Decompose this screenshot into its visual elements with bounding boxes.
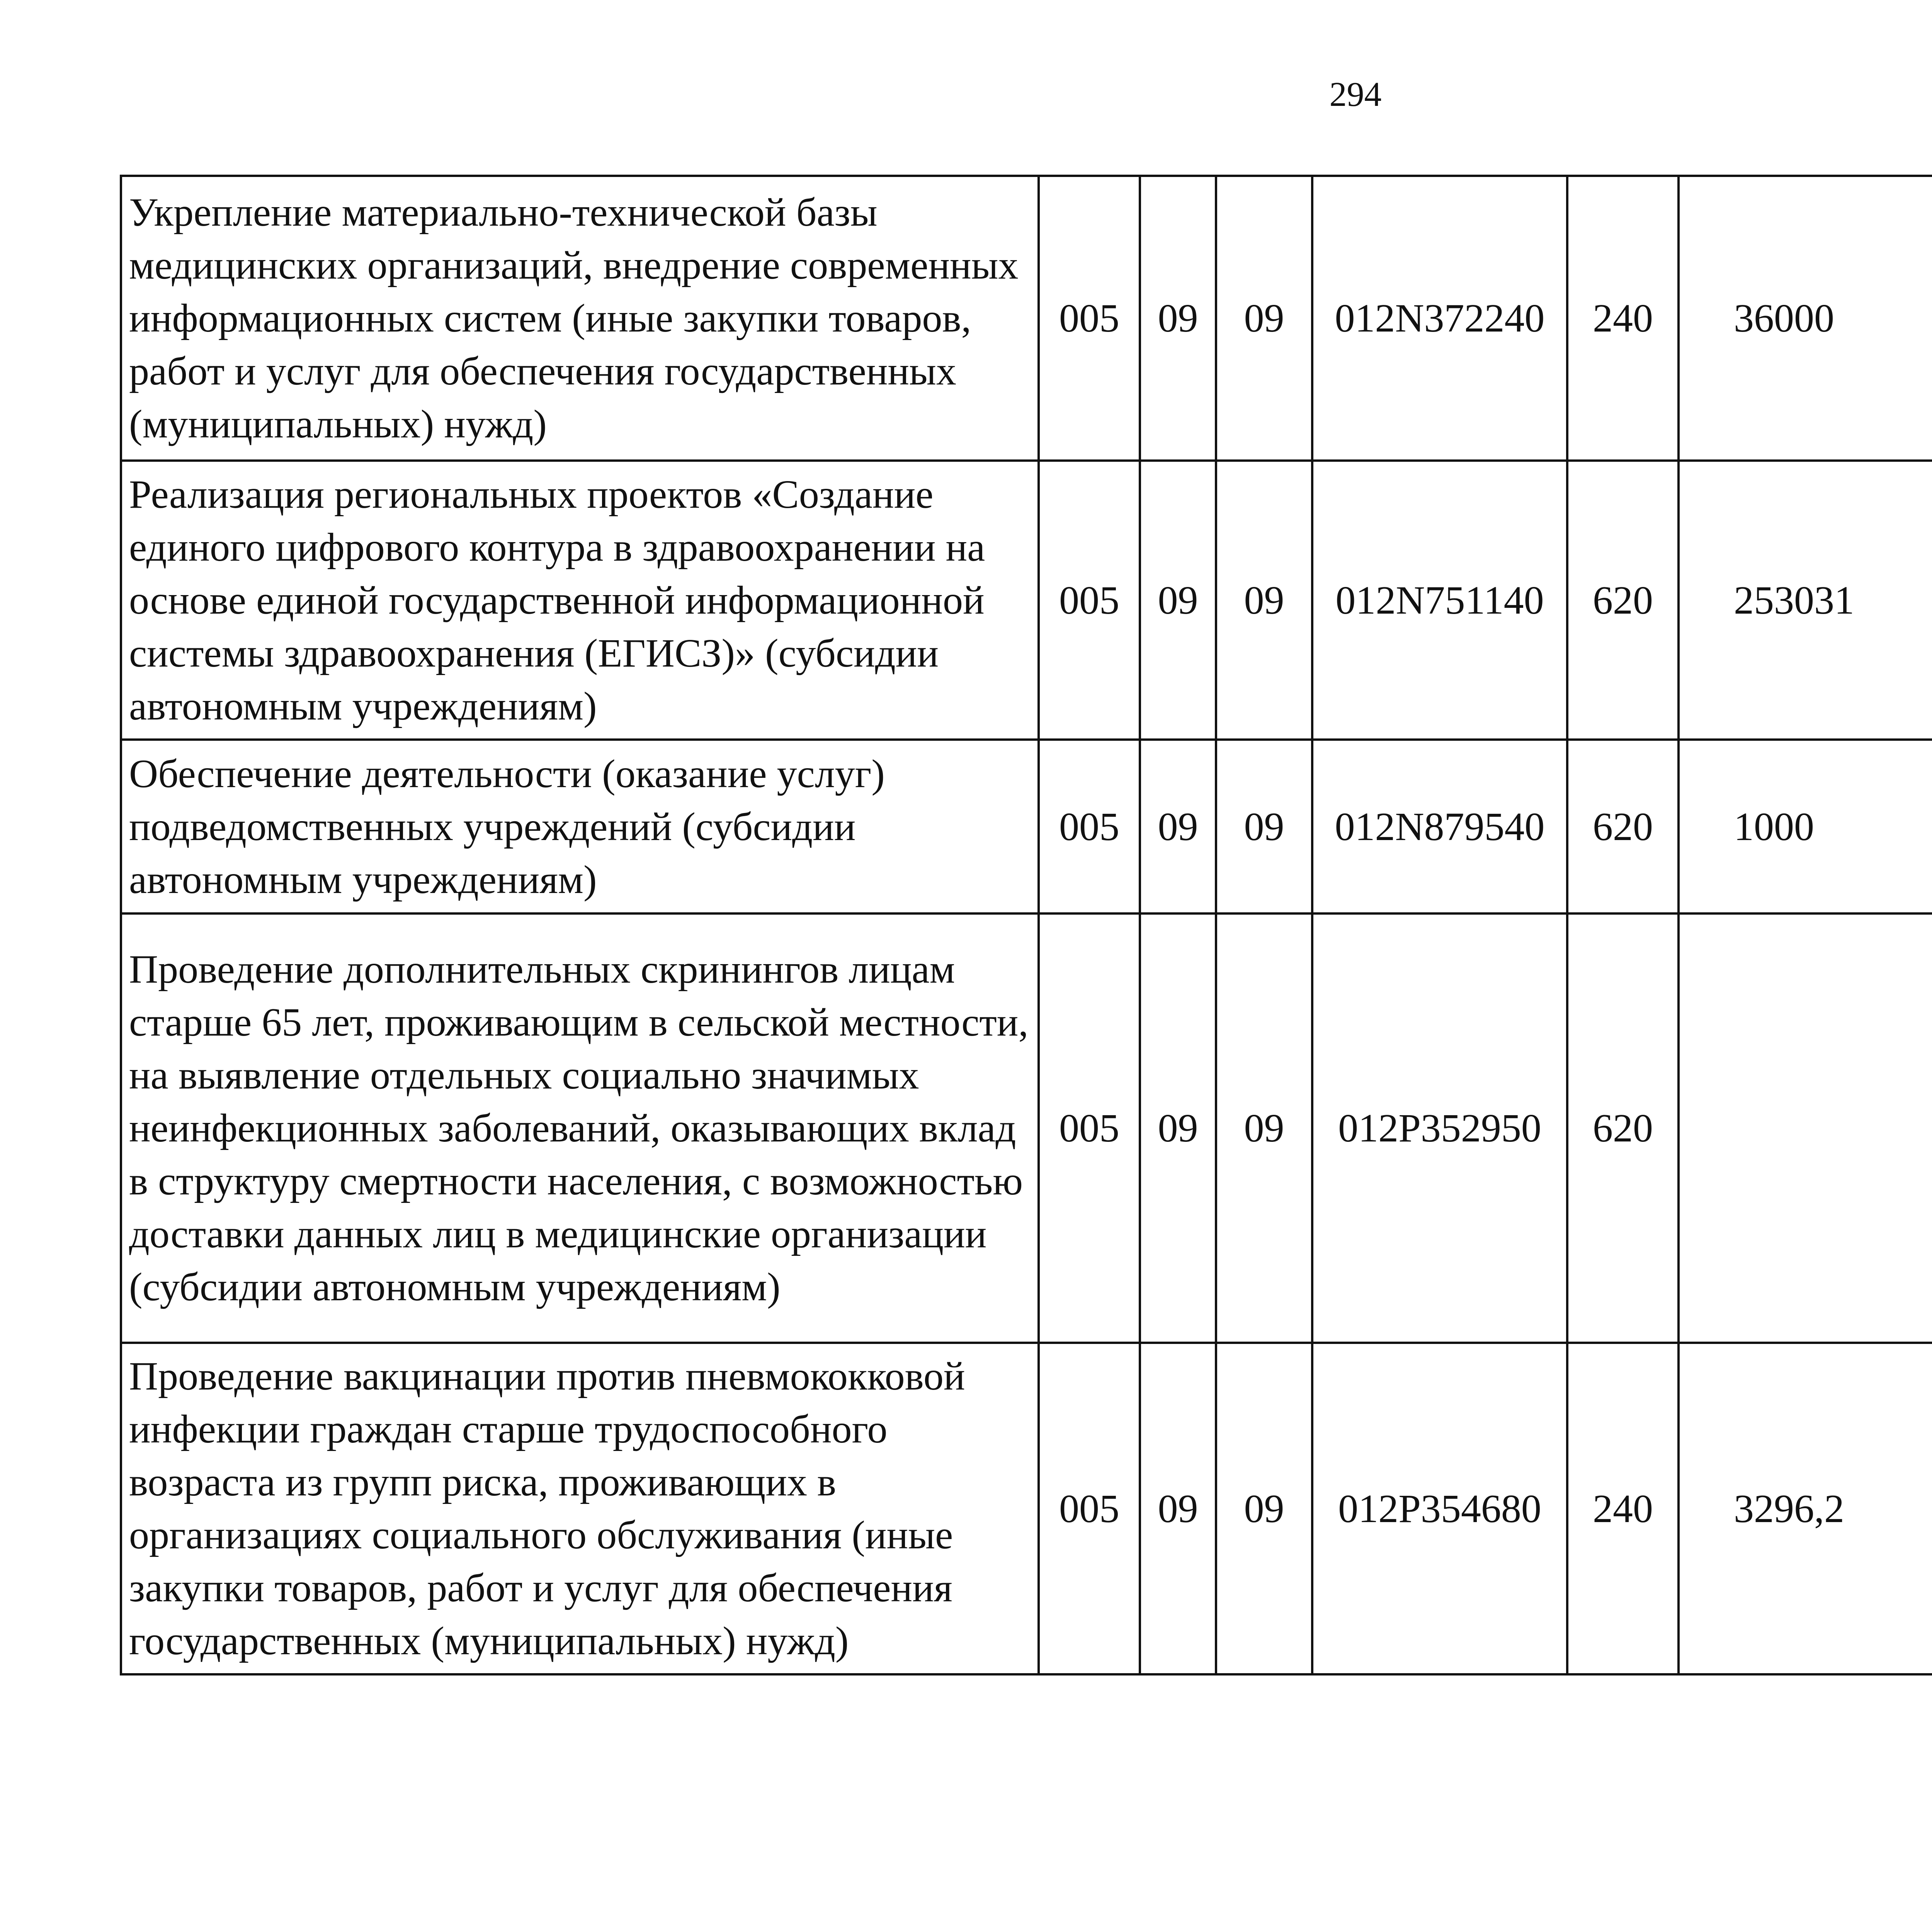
target-article-code: 012N372240 (1312, 176, 1567, 461)
section-code: 09 (1140, 1343, 1216, 1674)
subsection-code: 09 (1216, 461, 1312, 740)
subsection-code: 09 (1216, 1343, 1312, 1674)
table-row (121, 1343, 1932, 1674)
row-description: Проведение дополнительных скринингов лицам старше 65 лет, проживающим в сельской местности, на выявление отдельных социально значимых неинфекционных заболеваний, оказывающих вклад в структуру смертности населения, с возможностью доставки данных лиц в медицинские организации (субсидии автономным учреждениям) (121, 913, 1039, 1343)
table-row (121, 176, 1932, 461)
subsection-code: 09 (1216, 740, 1312, 913)
amount-year-1: 36000 (1734, 296, 1834, 340)
expense-type-code: 620 (1567, 740, 1679, 913)
subsection-code: 09 (1216, 176, 1312, 461)
ministry-code: 005 (1039, 1343, 1140, 1674)
page-number: 294 (1329, 75, 1382, 114)
expense-type-code: 240 (1567, 176, 1679, 461)
row-description: Проведение вакцинации против пневмококковой инфекции граждан старше трудоспособного возраста из групп риска, проживающих в организациях социального обслуживания (иные закупки товаров, работ и услуг для обеспечения государственных (муниципальных) нужд) (121, 1343, 1039, 1674)
target-article-code: 012N751140 (1312, 461, 1567, 740)
amount-year-1: 1000 (1734, 804, 1814, 849)
row-description: Реализация региональных проектов «Создание единого цифрового контура в здравоохранении на основе единой государственной информационной системы здравоохранения (ЕГИСЗ)» (субсидии автономным учреждениям) (121, 461, 1039, 740)
amount-year-1: 253031 (1734, 578, 1854, 623)
amount-year-1-cell (1679, 1343, 1932, 1674)
row-description: Укрепление материально-технической базы медицинских организаций, внедрение современных информационных систем (иные закупки товаров, работ и услуг для обеспечения государственных (муниципальных) нужд) (121, 176, 1039, 461)
expense-type-code: 240 (1567, 1343, 1679, 1674)
section-code: 09 (1140, 913, 1216, 1343)
table-row (121, 461, 1932, 740)
ministry-code: 005 (1039, 461, 1140, 740)
budget-table (120, 175, 1932, 1675)
table-row (121, 740, 1932, 913)
target-article-code: 012N879540 (1312, 740, 1567, 913)
ministry-code: 005 (1039, 740, 1140, 913)
target-article-code: 012P352950 (1312, 913, 1567, 1343)
amount-year-1-cell (1679, 740, 1932, 913)
subsection-code: 09 (1216, 913, 1312, 1343)
section-code: 09 (1140, 740, 1216, 913)
row-description: Обеспечение деятельности (оказание услуг) подведомственных учреждений (субсидии автономным учреждениям) (121, 740, 1039, 913)
section-code: 09 (1140, 176, 1216, 461)
amount-year-1-cell (1679, 913, 1932, 1343)
ministry-code: 005 (1039, 913, 1140, 1343)
amount-year-1: 3296,2 (1734, 1486, 1844, 1531)
amount-year-1-cell (1679, 176, 1932, 461)
table-row (121, 913, 1932, 1343)
section-code: 09 (1140, 461, 1216, 740)
expense-type-code: 620 (1567, 461, 1679, 740)
ministry-code: 005 (1039, 176, 1140, 461)
amount-year-1-cell (1679, 461, 1932, 740)
expense-type-code: 620 (1567, 913, 1679, 1343)
target-article-code: 012P354680 (1312, 1343, 1567, 1674)
